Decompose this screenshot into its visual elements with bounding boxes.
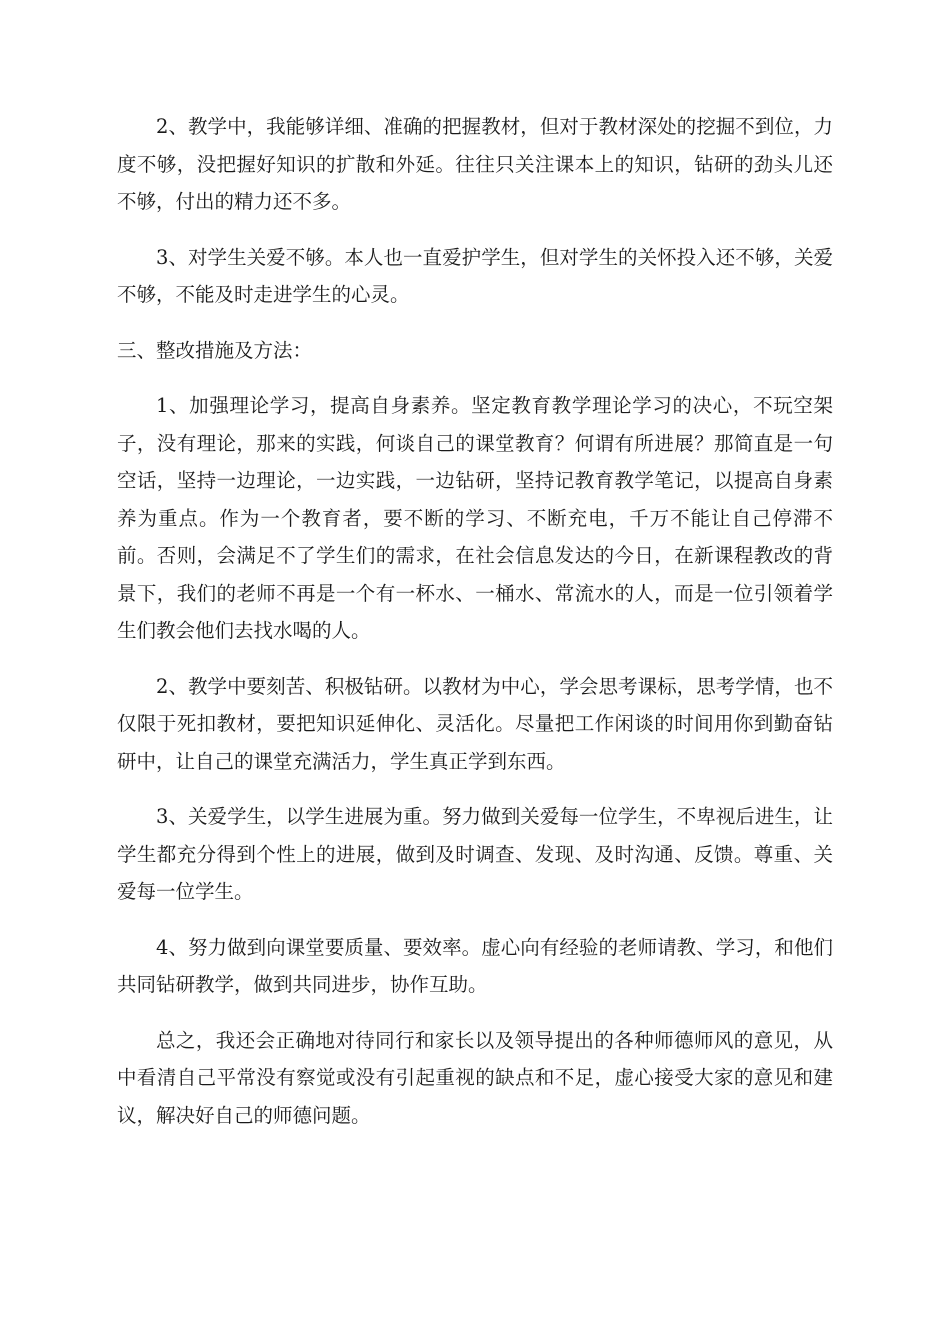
paragraph-measure-care: 3、关爱学生，以学生进展为重。努力做到关爱每一位学生，不卑视后进生，让学生都充分得到个性上的进展，做到及时调查、发现、及时沟通、反馈。尊重、关爱每一位学生。 — [117, 805, 833, 903]
paragraph-teaching-issue: 2、教学中，我能够详细、准确的把握教材，但对于教材深处的挖掘不到位，力度不够，没把握好知识的扩散和外延。往往只关注课本上的知识，钻研的劲头儿还不够，付出的精力还不多。 — [117, 115, 833, 213]
paragraph-measure-research: 2、教学中要刻苦、积极钻研。以教材为中心，学会思考课标，思考学情，也不仅限于死扣教材，要把知识延伸化、灵活化。尽量把工作闲谈的时间用你到勤奋钻研中，让自己的课堂充满活力，学生真正学到东西。 — [117, 674, 833, 773]
paragraph-measure-quality: 4、努力做到向课堂要质量、要效率。虚心向有经验的老师请教、学习，和他们共同钻研教学，做到共同进步，协作互助。 — [117, 935, 833, 996]
paragraph-measure-theory: 1、加强理论学习，提高自身素养。坚定教育教学理论学习的决心，不玩空架子，没有理论，那来的实践，何谈自己的课堂教育？何谓有所进展？那简直是一句空话，坚持一边理论，一边实践，一边钻研，坚持记教育教学笔记，以提高自身素养为重点。作为一个教育者，要不断的学习、不断充电，千万不能让自己停滞不前。否则，会满足不了学生们的需求，在社会信息发达的今日，在新课程教改的背景下，我们的老师不再是一个有一杯水、一桶水、常流水的人，而是一位引领着学生们教会他们去找水喝的人。 — [117, 394, 833, 642]
paragraph-conclusion: 总之，我还会正确地对待同行和家长以及领导提出的各种师德师风的意见，从中看清自己平常没有察觉或没有引起重视的缺点和不足，虚心接受大家的意见和建议，解决好自己的师德问题。 — [117, 1028, 833, 1127]
section-heading-measures: 三、整改措施及方法： — [117, 338, 313, 362]
document-page — [117, 108, 833, 1152]
paragraph-student-care-issue: 3、对学生关爱不够。本人也一直爱护学生，但对学生的关怀投入还不够，关爱不够，不能及时走进学生的心灵。 — [117, 245, 833, 306]
